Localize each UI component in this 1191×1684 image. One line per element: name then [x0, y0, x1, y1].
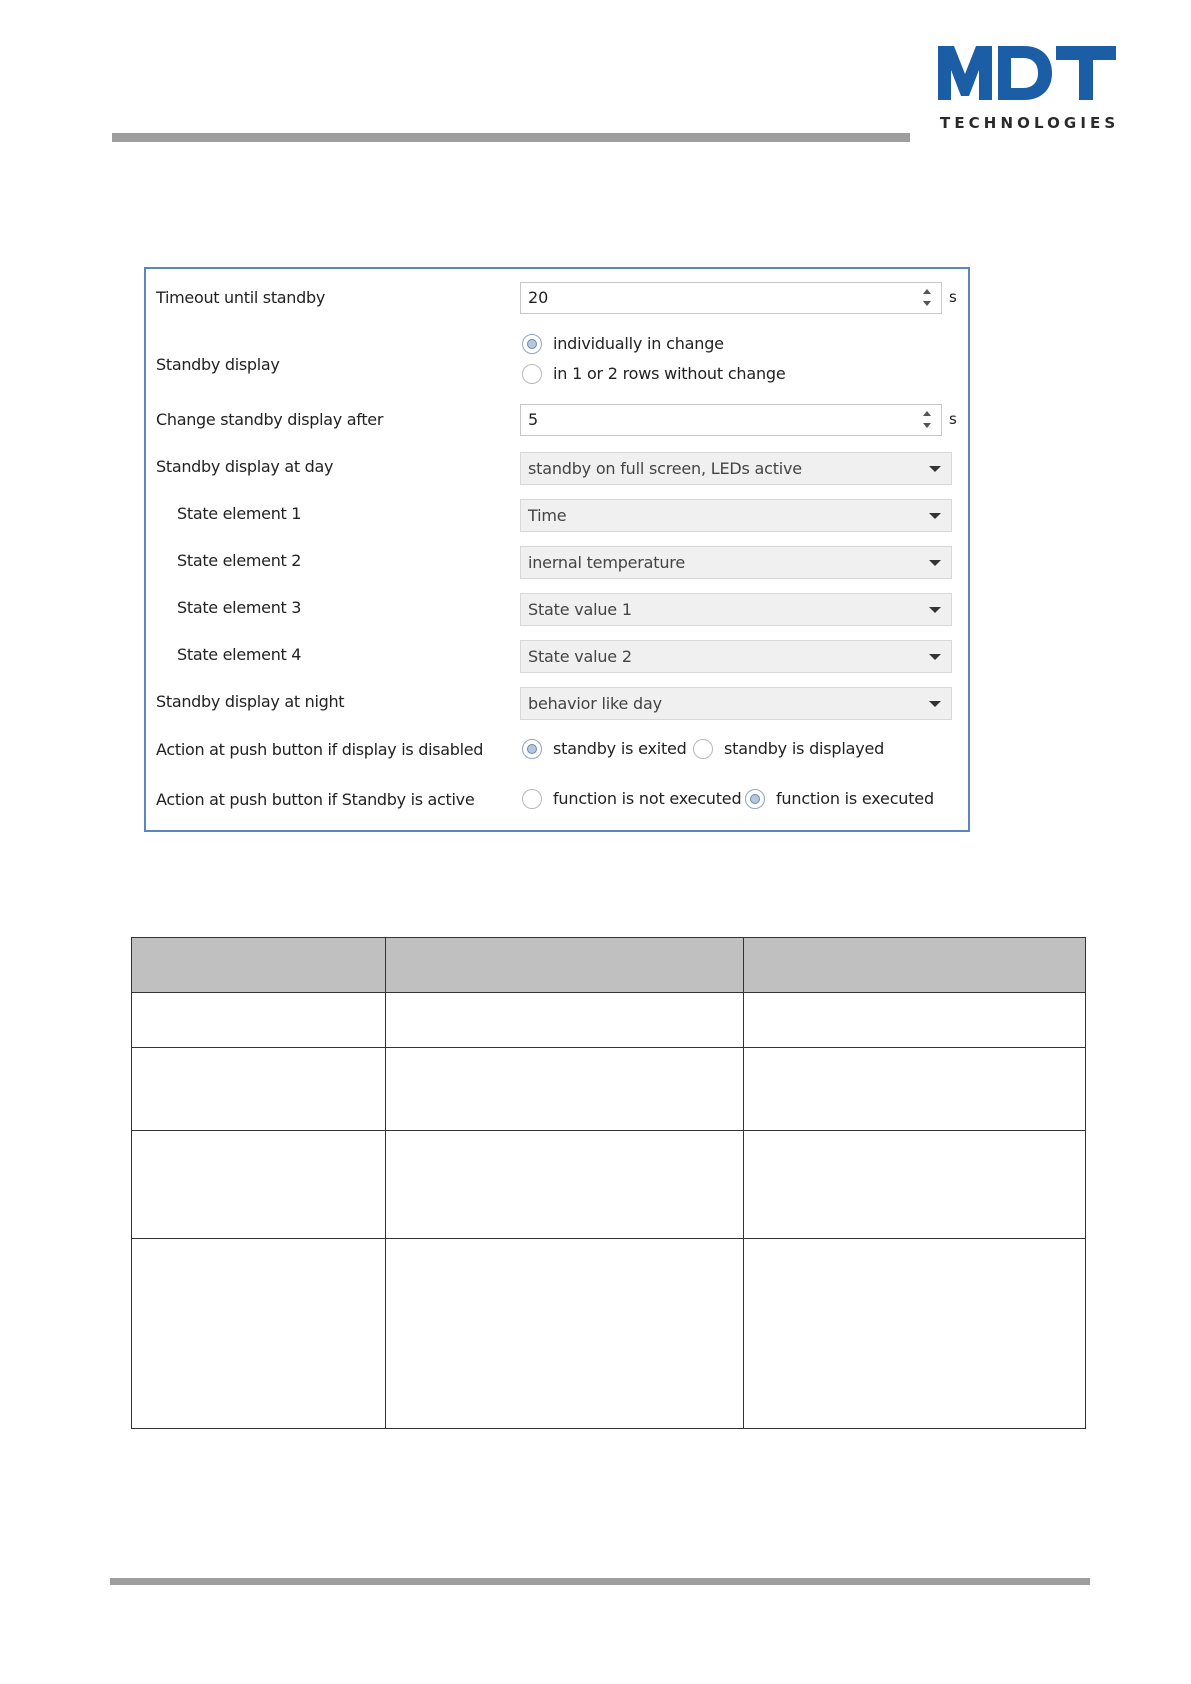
table-cell — [386, 1048, 744, 1131]
state-element-3-value: State value 1 — [528, 600, 632, 619]
change-after-spinbox[interactable] — [520, 404, 942, 436]
state-element-2-value: inernal temperature — [528, 553, 685, 572]
standby-display-label: Standby display — [156, 355, 280, 374]
display-day-label: Standby display at day — [156, 457, 334, 476]
table-cell — [744, 1239, 1086, 1429]
radio-executed-label: function is executed — [776, 789, 934, 808]
parameter-table — [131, 937, 1086, 1429]
radio-individually-label: individually in change — [553, 334, 724, 353]
table-cell — [132, 1239, 386, 1429]
change-after-unit: s — [949, 410, 957, 428]
spin-up-icon[interactable] — [923, 411, 931, 416]
display-night-label: Standby display at night — [156, 692, 345, 711]
table-cell — [132, 1048, 386, 1131]
chevron-down-icon[interactable] — [929, 654, 941, 660]
change-after-spin-buttons[interactable] — [921, 408, 933, 432]
state-element-4-value: State value 2 — [528, 647, 632, 666]
chevron-down-icon[interactable] — [929, 513, 941, 519]
display-day-dropdown[interactable] — [520, 452, 952, 485]
chevron-down-icon[interactable] — [929, 560, 941, 566]
mdt-logo — [938, 44, 1120, 136]
table-cell — [386, 993, 744, 1048]
state-element-3-dropdown[interactable] — [520, 593, 952, 626]
table-header-cell — [744, 938, 1086, 993]
table-cell — [744, 1131, 1086, 1239]
table-header-row — [132, 938, 1086, 993]
table-cell — [386, 1239, 744, 1429]
table-cell — [132, 993, 386, 1048]
action-disabled-label: Action at push button if display is disabled — [156, 740, 484, 759]
table-cell — [386, 1131, 744, 1239]
display-night-dropdown[interactable] — [520, 687, 952, 720]
mdt-logo-mark — [938, 44, 1116, 104]
footer-rule — [110, 1578, 1090, 1585]
change-after-label: Change standby display after — [156, 410, 384, 429]
radio-unselected-icon[interactable] — [522, 364, 542, 384]
display-night-value: behavior like day — [528, 694, 662, 713]
state-element-3-label: State element 3 — [177, 598, 302, 617]
chevron-down-icon[interactable] — [929, 701, 941, 707]
chevron-down-icon[interactable] — [929, 607, 941, 613]
parameter-dialog — [144, 267, 970, 832]
table-row — [132, 1048, 1086, 1131]
radio-selected-icon[interactable] — [745, 789, 765, 809]
table-cell — [744, 1048, 1086, 1131]
state-element-1-value: Time — [528, 506, 567, 525]
table-row — [132, 1239, 1086, 1429]
radio-standby-exited-label: standby is exited — [553, 739, 687, 758]
state-element-2-label: State element 2 — [177, 551, 302, 570]
chevron-down-icon[interactable] — [929, 466, 941, 472]
spin-down-icon[interactable] — [923, 423, 931, 428]
display-day-value: standby on full screen, LEDs active — [528, 459, 802, 478]
radio-rows-label: in 1 or 2 rows without change — [553, 364, 786, 383]
radio-selected-icon[interactable] — [522, 334, 542, 354]
radio-unselected-icon[interactable] — [693, 739, 713, 759]
table-cell — [744, 993, 1086, 1048]
header-rule — [112, 133, 910, 142]
table-row — [132, 993, 1086, 1048]
radio-selected-icon[interactable] — [522, 739, 542, 759]
table-cell — [132, 1131, 386, 1239]
spin-up-icon[interactable] — [923, 289, 931, 294]
radio-standby-displayed-label: standby is displayed — [724, 739, 885, 758]
table-row — [132, 1131, 1086, 1239]
radio-unselected-icon[interactable] — [522, 789, 542, 809]
timeout-unit: s — [949, 288, 957, 306]
timeout-label: Timeout until standby — [156, 288, 326, 307]
timeout-spinbox[interactable] — [520, 282, 942, 314]
timeout-input[interactable] — [528, 288, 888, 307]
state-element-4-dropdown[interactable] — [520, 640, 952, 673]
state-element-2-dropdown[interactable] — [520, 546, 952, 579]
state-element-4-label: State element 4 — [177, 645, 302, 664]
action-standby-label: Action at push button if Standby is active — [156, 790, 475, 809]
state-element-1-dropdown[interactable] — [520, 499, 952, 532]
change-after-input[interactable] — [528, 410, 888, 429]
radio-not-executed-label: function is not executed — [553, 789, 742, 808]
table-header-cell — [386, 938, 744, 993]
logo-subtitle: TECHNOLOGIES — [940, 114, 1120, 132]
spin-down-icon[interactable] — [923, 301, 931, 306]
timeout-spin-buttons[interactable] — [921, 286, 933, 310]
table-header-cell — [132, 938, 386, 993]
state-element-1-label: State element 1 — [177, 504, 302, 523]
